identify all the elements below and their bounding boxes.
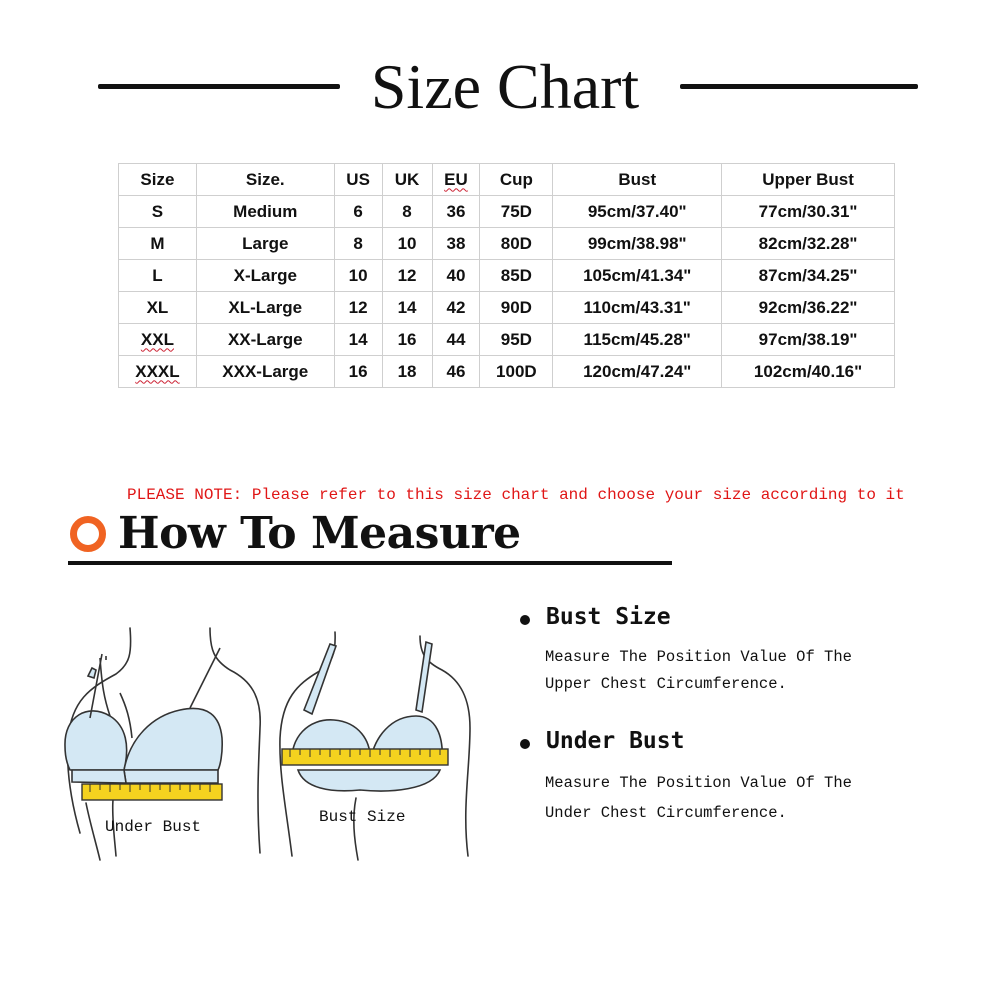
cell-us: 14 (334, 324, 382, 356)
cell-upper-bust: 77cm/30.31" (722, 196, 895, 228)
cell-eu: 38 (432, 228, 480, 260)
size-note: PLEASE NOTE: Please refer to this size chart and choose your size according to it (127, 486, 905, 504)
header-uk: UK (382, 164, 432, 196)
measurement-illustration (60, 598, 500, 868)
cell-eu: 42 (432, 292, 480, 324)
header-eu: EU (432, 164, 480, 196)
header-size-name: Size. (196, 164, 334, 196)
cell-uk: 8 (382, 196, 432, 228)
cell-cup: 90D (480, 292, 553, 324)
table-row (119, 228, 895, 260)
how-to-measure-header (68, 510, 678, 570)
cell-upper-bust: 92cm/36.22" (722, 292, 895, 324)
cell-cup: 85D (480, 260, 553, 292)
table-header-row (119, 164, 895, 196)
cell-eu: 46 (432, 356, 480, 388)
cell-upper-bust: 102cm/40.16" (722, 356, 895, 388)
cell-upper-bust: 97cm/38.19" (722, 324, 895, 356)
cell-us: 10 (334, 260, 382, 292)
cell-size-name: X-Large (196, 260, 334, 292)
ring-icon (70, 516, 106, 552)
cell-size: XL (119, 292, 197, 324)
header-us: US (334, 164, 382, 196)
cell-eu: 36 (432, 196, 480, 228)
header-bust: Bust (553, 164, 722, 196)
tip-title: Under Bust (546, 728, 685, 754)
page-title: Size Chart (370, 51, 640, 122)
cell-bust: 105cm/41.34" (553, 260, 722, 292)
title-rule-left (98, 84, 340, 89)
under-bust-label: Under Bust (105, 818, 202, 836)
cell-eu: 44 (432, 324, 480, 356)
cell-us: 12 (334, 292, 382, 324)
cell-size: XXL (119, 324, 197, 356)
tip-title: Bust Size (546, 604, 671, 630)
cell-size: M (119, 228, 197, 260)
cell-uk: 12 (382, 260, 432, 292)
cell-us: 6 (334, 196, 382, 228)
size-chart-header (0, 50, 1000, 130)
header-cup: Cup (480, 164, 553, 196)
cell-cup: 100D (480, 356, 553, 388)
cell-bust: 115cm/45.28" (553, 324, 722, 356)
cell-size-name: XXX-Large (196, 356, 334, 388)
header-upper-bust: Upper Bust (722, 164, 895, 196)
table-row (119, 324, 895, 356)
cell-us: 8 (334, 228, 382, 260)
cell-uk: 10 (382, 228, 432, 260)
table-row (119, 196, 895, 228)
size-table (118, 163, 895, 388)
cell-size: XXXL (119, 356, 197, 388)
cell-size-name: Medium (196, 196, 334, 228)
header-size: Size (119, 164, 197, 196)
cell-uk: 16 (382, 324, 432, 356)
section-rule (68, 561, 672, 565)
cell-eu: 40 (432, 260, 480, 292)
title-rule-right (680, 84, 918, 89)
table-row (119, 260, 895, 292)
cell-upper-bust: 82cm/32.28" (722, 228, 895, 260)
cell-uk: 18 (382, 356, 432, 388)
cell-cup: 95D (480, 324, 553, 356)
cell-bust: 99cm/38.98" (553, 228, 722, 260)
bullet-icon (520, 739, 530, 749)
bullet-icon (520, 615, 530, 625)
cell-upper-bust: 87cm/34.25" (722, 260, 895, 292)
table-row (119, 356, 895, 388)
cell-us: 16 (334, 356, 382, 388)
table-row (119, 292, 895, 324)
cell-size-name: Large (196, 228, 334, 260)
cell-cup: 75D (480, 196, 553, 228)
cell-size-name: XX-Large (196, 324, 334, 356)
cell-size-name: XL-Large (196, 292, 334, 324)
cell-size: S (119, 196, 197, 228)
cell-cup: 80D (480, 228, 553, 260)
cell-size: L (119, 260, 197, 292)
cell-uk: 14 (382, 292, 432, 324)
cell-bust: 120cm/47.24" (553, 356, 722, 388)
cell-bust: 110cm/43.31" (553, 292, 722, 324)
section-title: How To Measure (118, 508, 521, 559)
tip-description: Measure The Position Value Of The Under Chest Circumference. (545, 774, 852, 822)
tip-description: Measure The Position Value Of The Upper Chest Circumference. (545, 648, 852, 693)
bust-size-label: Bust Size (319, 808, 406, 826)
cell-bust: 95cm/37.40" (553, 196, 722, 228)
